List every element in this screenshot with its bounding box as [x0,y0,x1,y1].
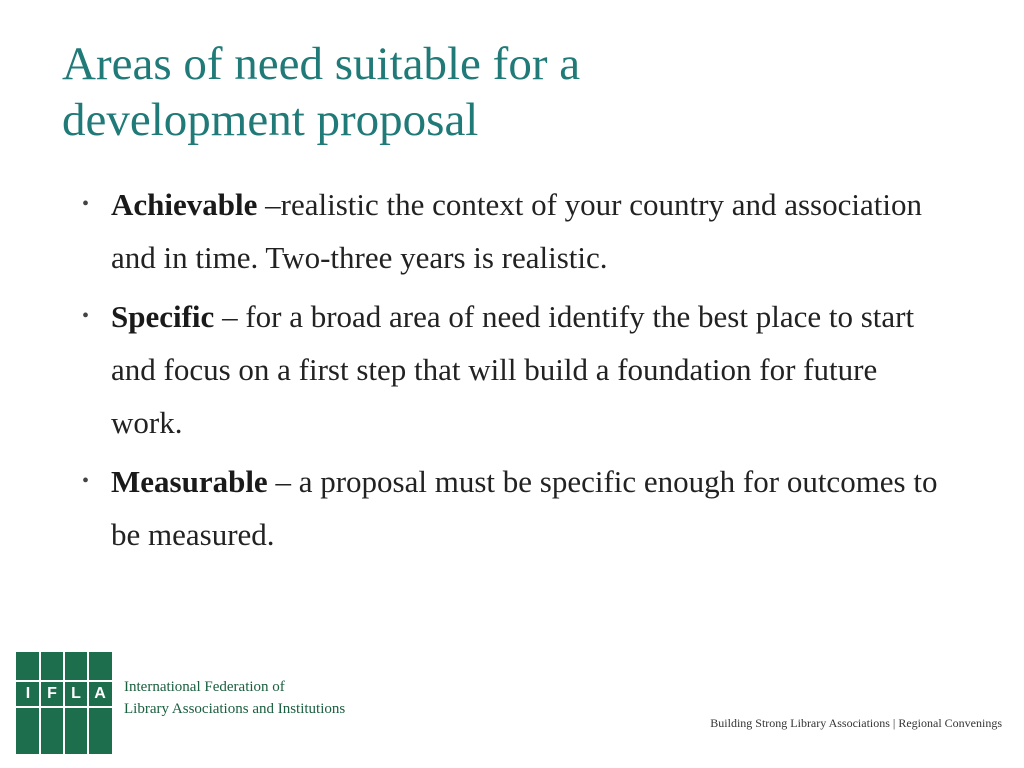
bullet-term: Achievable [111,187,258,222]
bullet-measurable [82,455,942,561]
slide-title [62,36,962,148]
logo-grid-line [16,680,112,682]
bullet-text: – for a broad area of need identify the best place to start and focus on a first step that will build a foundation for future work. [111,299,915,440]
bullet-term: Specific [111,299,215,334]
footer-text: Building Strong Library Associations | Regional Convenings [710,716,1002,730]
bullet-dot: • [82,193,90,215]
bullet-dot: • [82,305,90,327]
logo-letter: F [47,685,57,702]
bullet-term: Measurable [111,464,268,499]
logo-letter: L [71,685,81,702]
org-name-line-2: Library Associations and Institutions [124,701,346,717]
bullet-list [82,178,942,567]
logo-letter: A [94,685,106,702]
bullet-text: – a proposal must be specific enough for outcomes to be measured. [111,464,938,552]
logo-letter: I [25,685,31,702]
org-name-line-1: International Federation of [124,679,285,695]
logo-grid-line [16,706,112,708]
logo-letters [16,683,112,705]
organization-name [124,676,345,720]
bullet-specific [82,290,942,449]
bullet-text: –realistic the context of your country and association and in time. Two-three years is realistic. [111,187,922,275]
title-line-1: Areas of need suitable for a [62,38,581,90]
title-line-2: development proposal [62,94,479,146]
bullet-achievable [82,178,942,284]
bullet-dot: • [82,470,90,492]
